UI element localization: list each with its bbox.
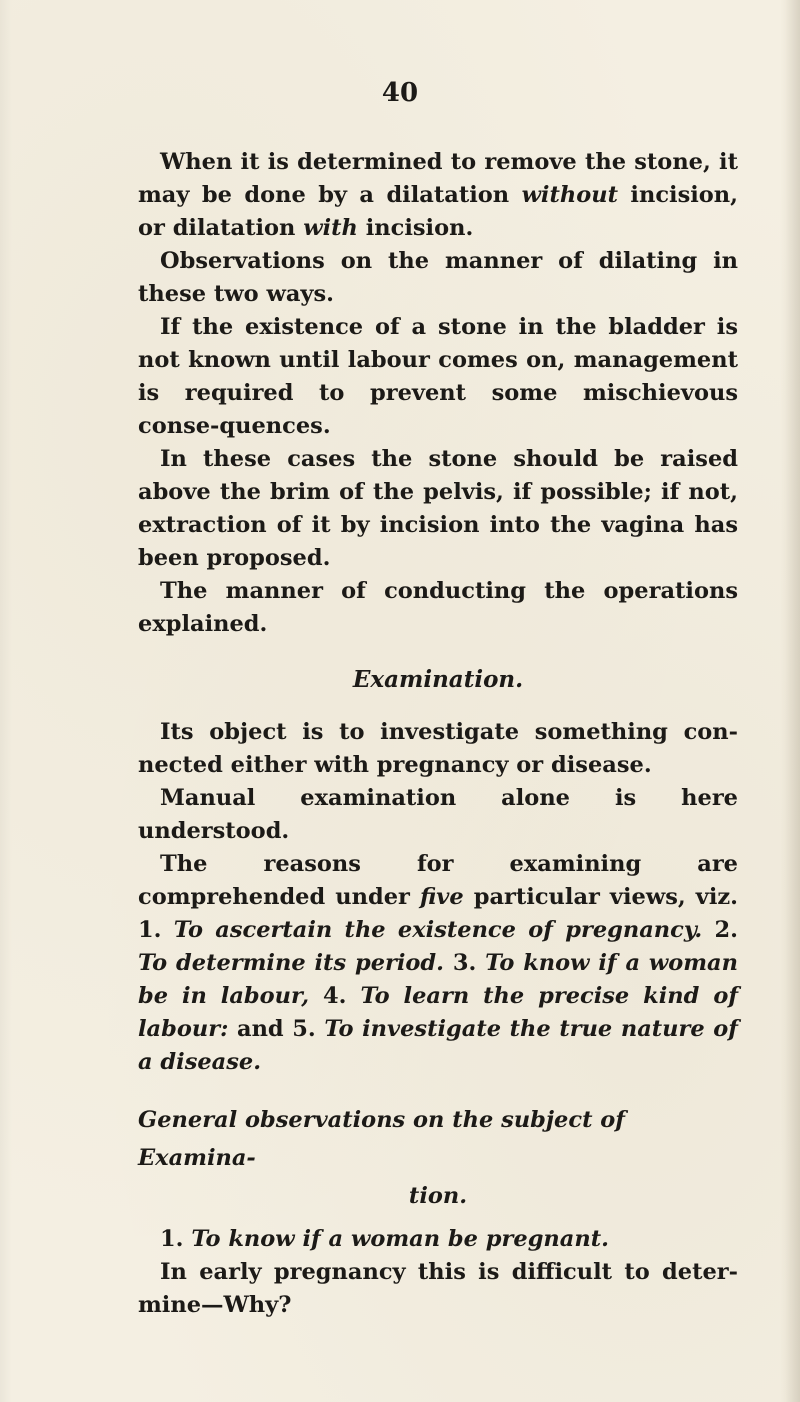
paragraph xyxy=(138,848,738,1079)
italic-text-run: To investigate the true nature of a disease. xyxy=(138,1016,738,1075)
text-run: 1. xyxy=(160,1226,192,1252)
text-run: 3. xyxy=(443,950,486,976)
italic-text-run: five xyxy=(419,884,464,910)
page-edge-shadow xyxy=(780,0,800,1402)
text-run: incision. xyxy=(357,215,474,241)
paragraph-group-top xyxy=(138,146,738,641)
paragraph xyxy=(138,1256,738,1322)
text-run: Its object is to investigate something con-nected either with pregnancy or disease. xyxy=(138,719,738,778)
text-run: Observations on the manner of dilating in these two ways. xyxy=(138,248,738,307)
text-run: Manual examination alone is here understood. xyxy=(138,785,738,844)
paragraph-group-middle xyxy=(138,716,738,1079)
paragraph xyxy=(138,575,738,641)
italic-text-run: without xyxy=(521,182,618,208)
italic-text-run: To ascertain the existence of pregnancy. xyxy=(173,917,703,943)
text-run: incision, or dilatation xyxy=(138,182,738,241)
page-number: 40 xyxy=(381,78,419,108)
text-run: When it is determined to remove the stone, it may be done by a dilatation xyxy=(138,149,738,208)
subheading-line-1: General observations on the subject of Examina- xyxy=(138,1107,625,1171)
text-run: The reasons for examining are comprehended under xyxy=(138,851,738,910)
text-run: 2. xyxy=(702,917,738,943)
text-run: If the existence of a stone in the bladder is not known until labour comes on, management is required to prevent some mischievous conse-quences. xyxy=(138,314,738,439)
subheading-general-observations xyxy=(138,1101,738,1215)
text-run: The manner of conducting the operations explained. xyxy=(138,578,738,637)
section-heading-examination: Examination. xyxy=(352,666,524,693)
paragraph-group-bottom xyxy=(138,1223,738,1322)
italic-text-run: To learn the precise kind of labour: xyxy=(138,983,738,1042)
text-run: particular views, viz. 1. xyxy=(138,884,738,943)
paragraph xyxy=(138,245,738,311)
text-run: In these cases the stone should be raised above the brim of the pelvis, if possible; if not, extraction of it by incision into the vagina has been proposed. xyxy=(138,446,738,571)
paragraph xyxy=(138,716,738,782)
italic-text-run: To know if a woman be pregnant. xyxy=(191,1226,609,1252)
text-run: 4. xyxy=(309,983,361,1009)
paragraph xyxy=(138,1223,738,1256)
italic-text-run: To determine its period. xyxy=(138,950,444,976)
paragraph xyxy=(138,782,738,848)
paragraph xyxy=(138,311,738,443)
italic-text-run: with xyxy=(303,215,358,241)
subheading-line-2: tion. xyxy=(408,1183,468,1209)
body-text xyxy=(138,146,738,1322)
paragraph xyxy=(138,443,738,575)
italic-text-run: To know if a woman be in labour, xyxy=(138,950,738,1009)
text-run: In early pregnancy this is difficult to deter-mine—Why? xyxy=(138,1259,738,1318)
paragraph xyxy=(138,146,738,245)
text-run: and 5. xyxy=(228,1016,325,1042)
